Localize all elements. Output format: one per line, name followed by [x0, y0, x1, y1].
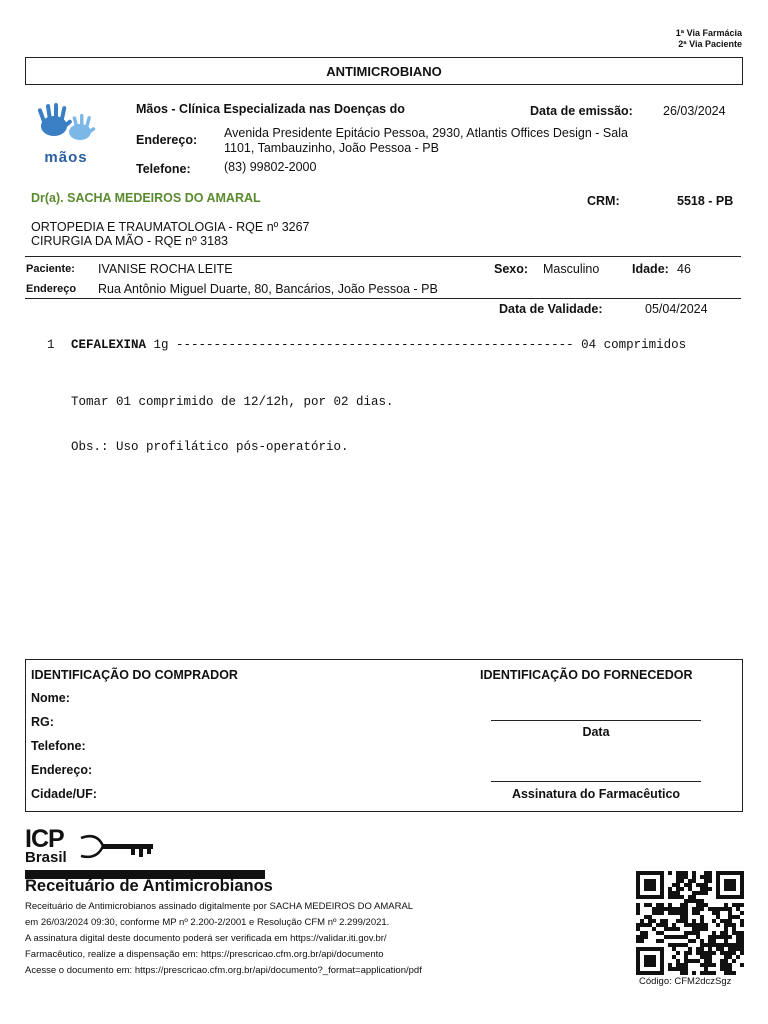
patient-address: Rua Antônio Miguel Duarte, 80, Bancários, João Pessoa - PB [98, 282, 438, 296]
validity-label: Data de Validade: [499, 302, 603, 316]
validity-date: 05/04/2024 [645, 302, 708, 316]
clinic-address-line2: 1101, Tambauzinho, João Pessoa - PB [224, 141, 439, 155]
buyer-phone-label: Telefone: [31, 739, 86, 753]
prescription-item [71, 338, 686, 352]
specialty-2: CIRURGIA DA MÃO - RQE nº 3183 [31, 234, 228, 248]
footer-line-5: Acesse o documento em: https://prescricao.cfm.org.br/api/documento?_format=application/pdf [25, 965, 422, 976]
document-title: ANTIMICROBIANO [25, 57, 743, 85]
footer-line-2: em 26/03/2024 09:30, conforme MP nº 2.200-2/2001 e Resolução CFM nº 2.299/2021. [25, 917, 390, 928]
date-label: Data [582, 725, 610, 739]
buyer-rg-label: RG: [31, 715, 54, 729]
age-value: 46 [677, 262, 691, 276]
logo-text: mãos [44, 149, 88, 166]
footer-line-3: A assinatura digital deste documento poderá ser verificada em https://validar.iti.gov.br/ [25, 933, 387, 944]
patient-address-label: Endereço [26, 283, 77, 295]
drug-dose-quantity: 1g ----------------------------------------------------- 04 comprimidos [146, 338, 687, 352]
emission-date: 26/03/2024 [663, 104, 726, 118]
specialty-1: ORTOPEDIA E TRAUMATOLOGIA - RQE nº 3267 [31, 220, 310, 234]
icp-brasil-logo [25, 825, 135, 870]
buyer-address-label: Endereço: [31, 763, 93, 777]
identification-box [25, 659, 743, 812]
age-label: Idade: [632, 262, 669, 276]
patient-name: IVANISE ROCHA LEITE [98, 262, 233, 276]
doctor-specialties [31, 220, 310, 248]
icp-logo-top-text: ICP [25, 825, 64, 853]
prescription-instructions [71, 365, 394, 470]
qr-code-icon [636, 871, 744, 975]
key-icon [79, 834, 155, 862]
via-paciente: 2ª Via Paciente [678, 39, 742, 49]
prescription-number: 1 [47, 338, 55, 352]
footer-text [25, 899, 422, 979]
footer-title: Receituário de Antimicrobianos [25, 877, 273, 895]
buyer-city-label: Cidade/UF: [31, 787, 97, 801]
divider [25, 298, 741, 299]
instruction-line-2: Obs.: Uso profilático pós-operatório. [71, 440, 349, 454]
signature-line [491, 781, 701, 782]
instruction-line-1: Tomar 01 comprimido de 12/12h, por 02 dias. [71, 395, 394, 409]
supplier-title: IDENTIFICAÇÃO DO FORNECEDOR [480, 668, 693, 682]
hands-logo-icon [34, 102, 98, 146]
via-farmacia: 1ª Via Farmácia [675, 28, 742, 38]
crm-label: CRM: [587, 194, 620, 208]
icp-logo-bottom-text: Brasil [25, 849, 67, 866]
clinic-logo [34, 102, 98, 166]
crm-value: 5518 - PB [677, 194, 734, 208]
footer-line-4: Farmacêutico, realize a dispensação em: https://prescricao.cfm.org.br/api/documento [25, 949, 384, 960]
buyer-name-label: Nome: [31, 691, 70, 705]
patient-label: Paciente: [26, 263, 75, 275]
date-line [491, 720, 701, 721]
signature-label: Assinatura do Farmacêutico [511, 787, 681, 801]
clinic-address-label: Endereço: [136, 133, 198, 147]
divider [25, 256, 741, 257]
emission-label: Data de emissão: [530, 104, 633, 118]
drug-name: CEFALEXINA [71, 338, 147, 352]
clinic-name: Mãos - Clínica Especializada nas Doenças do [136, 102, 405, 116]
buyer-title: IDENTIFICAÇÃO DO COMPRADOR [31, 668, 238, 682]
clinic-phone: (83) 99802-2000 [224, 160, 317, 174]
clinic-address-line1: Avenida Presidente Epitácio Pessoa, 2930, Atlantis Offices Design - Sala [224, 126, 628, 140]
sex-label: Sexo: [494, 262, 529, 276]
footer-line-1: Receituário de Antimicrobianos assinado digitalmente por SACHA MEDEIROS DO AMARAL [25, 901, 414, 912]
clinic-phone-label: Telefone: [136, 162, 191, 176]
copy-labels [676, 28, 742, 50]
doctor-name: Dr(a). SACHA MEDEIROS DO AMARAL [31, 191, 261, 205]
sex-value: Masculino [543, 262, 600, 276]
document-code: Código: CFM2dczSgz [639, 976, 732, 987]
clinic-address [224, 126, 628, 156]
